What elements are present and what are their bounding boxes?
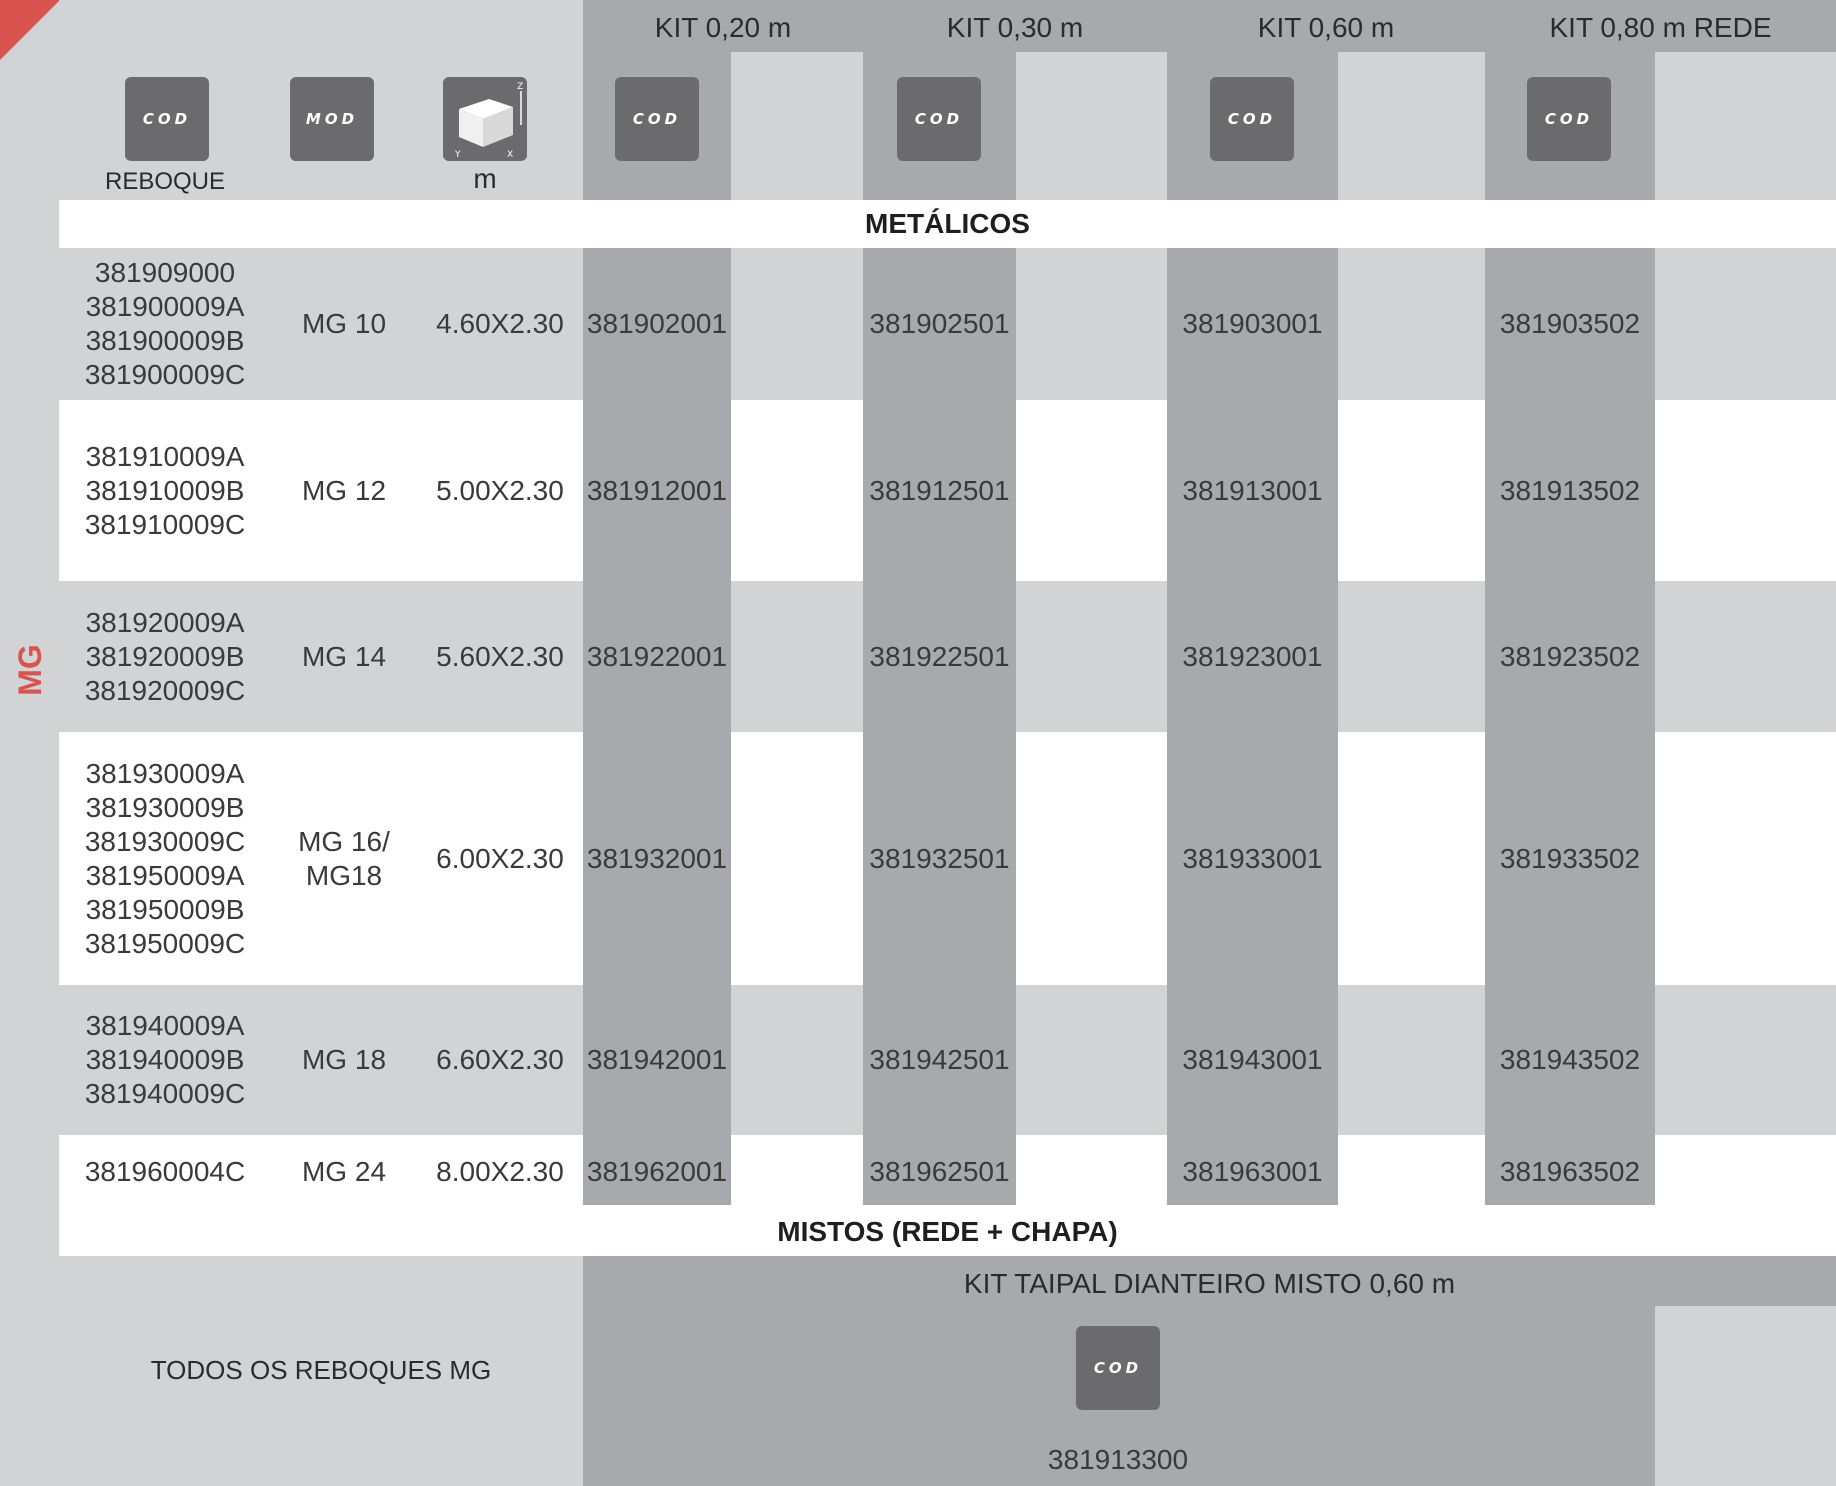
svg-text:Y: Y — [455, 150, 461, 160]
kit-code: 381912501 — [869, 474, 1010, 506]
kit-code: 381943502 — [1499, 1044, 1641, 1075]
reboque-codes — [59, 581, 271, 732]
model-line: MG 12 — [301, 474, 387, 506]
dimensions: 5.60X2.30 — [436, 640, 564, 672]
kit-code: 381903001 — [1182, 308, 1323, 339]
reboque-code: 381900009A — [85, 291, 245, 322]
cod-icon: COD — [125, 77, 209, 161]
model-line: MG 14 — [301, 640, 387, 672]
model-name — [271, 581, 417, 732]
kit4-header-light — [1655, 52, 1836, 200]
mistos-label: TODOS OS REBOQUES MG — [150, 1354, 492, 1385]
kit-code: 381902001 — [586, 308, 728, 339]
kit-code: 381923502 — [1499, 640, 1641, 672]
kit-code: 381913502 — [1499, 474, 1641, 506]
kit-code: 381902501 — [869, 308, 1010, 339]
model-name — [271, 732, 417, 985]
kit-code: 381903502 — [1499, 308, 1641, 339]
reboque-code: 381910009B — [85, 474, 245, 506]
reboque-code: 381900009C — [84, 359, 246, 390]
mistos-kit-title: KIT TAIPAL DIANTEIRO MISTO 0,60 m — [963, 1268, 1456, 1299]
reboque-header-label: REBOQUE — [104, 168, 226, 195]
reboque-code: 381920009B — [85, 640, 245, 672]
kit-header-title: KIT 0,30 m — [946, 12, 1084, 43]
reboque-code: 381940009B — [85, 1044, 245, 1075]
kit-code: 381942501 — [869, 1044, 1010, 1075]
cod-icon: COD — [1527, 77, 1611, 161]
reboque-codes — [59, 985, 271, 1135]
model-name — [271, 400, 417, 581]
reboque-code: 381960004C — [84, 1155, 246, 1187]
kit-code: 381943001 — [1182, 1044, 1323, 1075]
cod-icon: COD — [897, 77, 981, 161]
kit-code: 381933502 — [1499, 842, 1641, 874]
model-line: MG 18 — [301, 1044, 387, 1075]
corner-accent — [0, 0, 60, 60]
reboque-codes — [59, 400, 271, 581]
dimensions: 5.00X2.30 — [436, 474, 564, 506]
kit-code: 381923001 — [1182, 640, 1323, 672]
mistos-right-light — [1655, 1306, 1836, 1486]
dimensions: 6.00X2.30 — [436, 842, 564, 874]
svg-text:X: X — [507, 150, 514, 160]
kit-code: 381912001 — [586, 474, 728, 506]
side-band — [0, 0, 59, 1486]
model-name — [271, 1135, 417, 1208]
model-name — [271, 248, 417, 400]
kit-code: 381922001 — [586, 640, 728, 672]
reboque-code: 381930009B — [85, 791, 245, 823]
reboque-code: 381930009A — [85, 757, 245, 789]
reboque-code: 381940009A — [85, 1010, 245, 1041]
reboque-code: 381940009C — [84, 1078, 246, 1109]
reboque-codes — [59, 732, 271, 985]
reboque-codes — [59, 1135, 271, 1208]
cod-icon: COD — [615, 77, 699, 161]
reboque-code: 381920009C — [84, 674, 246, 706]
section-title-mistos: MISTOS (REDE + CHAPA) — [777, 1216, 1118, 1247]
kit-header-title: KIT 0,80 m REDE — [1549, 12, 1772, 43]
model-line: MG 10 — [301, 308, 387, 339]
cod-icon: COD — [1076, 1326, 1160, 1410]
reboque-code: 381920009A — [85, 606, 245, 638]
kit-code: 381962501 — [869, 1155, 1010, 1187]
kit2-header-light — [1016, 52, 1167, 200]
box-dimensions-icon — [443, 77, 527, 161]
kit-code: 381932001 — [586, 842, 728, 874]
svg-text:Z: Z — [517, 82, 524, 92]
reboque-code: 381950009B — [85, 893, 245, 925]
section-title-metalicos: METÁLICOS — [865, 208, 1030, 239]
kit3-header-light — [1338, 52, 1485, 200]
model-line: MG 24 — [301, 1155, 387, 1187]
reboque-code: 381909000 — [94, 257, 236, 288]
kit-code: 381942001 — [586, 1044, 728, 1075]
dimensions: 6.60X2.30 — [436, 1044, 564, 1075]
model-name — [271, 985, 417, 1135]
kit-code: 381922501 — [869, 640, 1010, 672]
kit-code: 381963001 — [1182, 1155, 1323, 1187]
kit-header-title: KIT 0,20 m — [654, 12, 792, 43]
reboque-codes — [59, 248, 271, 400]
kit-code: 381932501 — [869, 842, 1010, 874]
dimensions: 8.00X2.30 — [436, 1155, 564, 1187]
model-line: MG18 — [305, 859, 383, 891]
side-label: MG — [12, 644, 48, 696]
dimensions: 4.60X2.30 — [436, 308, 564, 339]
kit-header-title: KIT 0,60 m — [1257, 12, 1395, 43]
reboque-code: 381950009A — [85, 859, 245, 891]
kit1-header-light — [731, 52, 863, 200]
reboque-code: 381930009C — [84, 825, 246, 857]
cod-icon: COD — [1210, 77, 1294, 161]
reboque-code: 381900009B — [85, 325, 245, 356]
kit-code: 381962001 — [586, 1155, 728, 1187]
reboque-code: 381910009A — [85, 440, 245, 472]
dimension-unit-label: m — [473, 163, 497, 194]
kit-code: 381933001 — [1182, 842, 1323, 874]
reboque-code: 381910009C — [84, 508, 246, 540]
kit-code: 381913001 — [1182, 474, 1323, 506]
mistos-kit-code: 381913300 — [1047, 1444, 1189, 1475]
reboque-code: 381950009C — [84, 927, 246, 959]
model-line: MG 16/ — [298, 825, 390, 857]
kit-code: 381963502 — [1499, 1155, 1641, 1187]
mod-icon: MOD — [290, 77, 374, 161]
